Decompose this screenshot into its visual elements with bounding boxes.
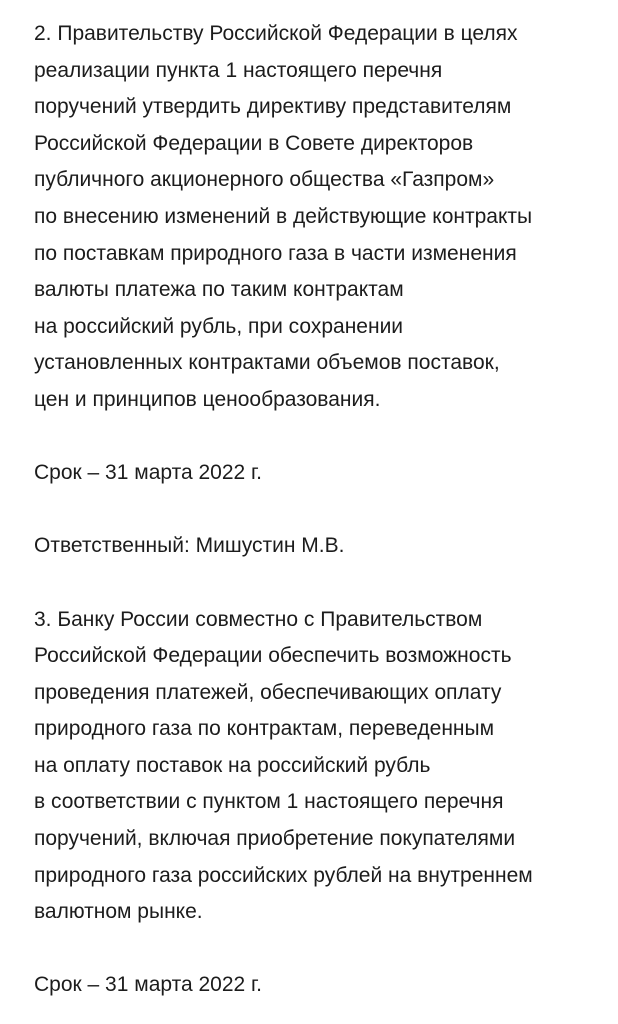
text-line: поручений, включая приобретение покупателями — [34, 827, 516, 851]
text-line: по поставкам природного газа в части изменения — [34, 241, 517, 265]
text-line: Срок – 31 марта 2022 г. — [34, 973, 262, 997]
text-line: природного газа по контрактам, переведенным — [34, 717, 495, 741]
deadline-paragraph — [34, 967, 604, 1004]
text-line: валюты платежа по таким контрактам — [34, 278, 404, 302]
document-body — [34, 16, 604, 1004]
paragraph-spacer — [34, 419, 604, 456]
text-line: Срок – 31 марта 2022 г. — [34, 461, 262, 485]
text-line: на оплату поставок на российский рубль — [34, 753, 431, 777]
text-line: Ответственный: Мишустин М.В. — [34, 534, 345, 558]
instruction-item-paragraph — [34, 602, 604, 931]
text-line: публичного акционерного общества «Газпром» — [34, 168, 495, 192]
text-line: природного газа российских рублей на внутреннем — [34, 863, 533, 887]
text-line: в соответствии с пунктом 1 настоящего перечня — [34, 790, 504, 814]
text-line: Российской Федерации в Совете директоров — [34, 131, 474, 155]
instruction-item-paragraph — [34, 16, 604, 419]
text-line: реализации пункта 1 настоящего перечня — [34, 58, 443, 82]
paragraph-spacer — [34, 931, 604, 968]
text-line: на российский рубль, при сохранении — [34, 314, 404, 338]
text-line: по внесению изменений в действующие контракты — [34, 204, 533, 228]
text-line: 2. Правительству Российской Федерации в целях — [34, 22, 518, 45]
text-line: Российской Федерации обеспечить возможность — [34, 644, 512, 668]
text-line: установленных контрактами объемов поставок, — [34, 351, 500, 375]
paragraph-spacer — [34, 492, 604, 529]
paragraph-spacer — [34, 565, 604, 602]
text-line: поручений утвердить директиву представителям — [34, 95, 512, 119]
text-line: 3. Банку России совместно с Правительством — [34, 607, 483, 631]
responsible-paragraph — [34, 528, 604, 565]
text-line: проведения платежей, обеспечивающих оплату — [34, 680, 502, 704]
deadline-paragraph — [34, 455, 604, 492]
text-line: цен и принципов ценообразования. — [34, 387, 381, 411]
text-line: валютном рынке. — [34, 900, 203, 924]
